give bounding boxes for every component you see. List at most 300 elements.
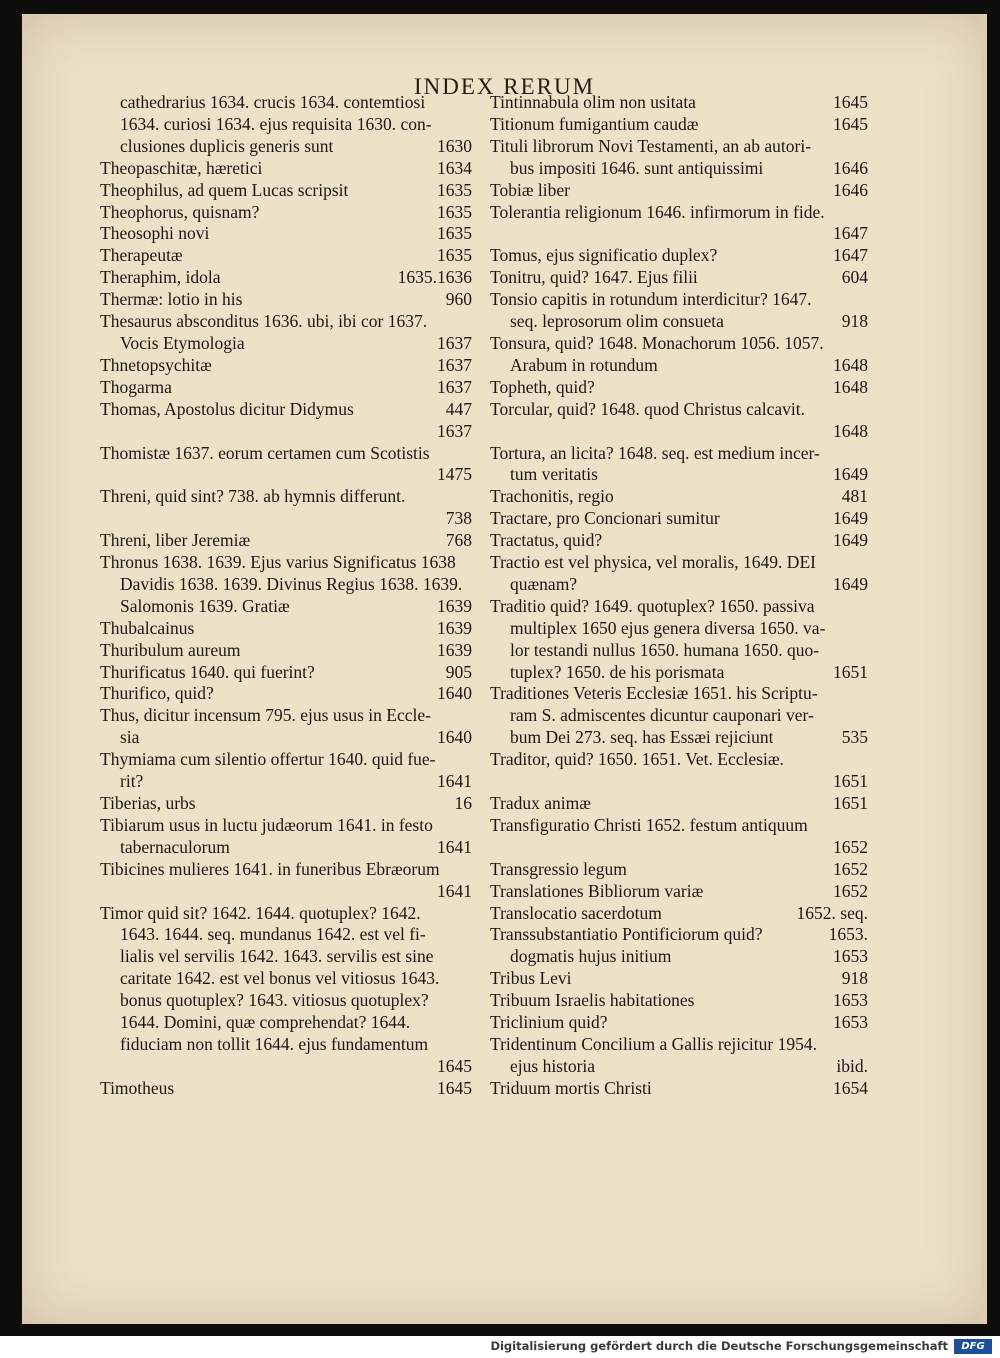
page-reference [464, 946, 472, 968]
index-entry [100, 443, 472, 487]
entry-text: multiplex 1650 ejus genera diversa 1650. va- [510, 617, 826, 638]
index-entry [490, 1034, 868, 1078]
page-reference [464, 990, 472, 1012]
page-reference [860, 815, 868, 837]
page-reference: 1649 [833, 464, 868, 485]
page-reference: 960 [445, 289, 472, 310]
entry-text: Thymiama cum silentio offertur 1640. quid fue- [100, 749, 436, 770]
page-reference: 1641 [437, 771, 472, 792]
index-entry [490, 92, 868, 114]
page-reference [464, 705, 472, 727]
entry-text: sia [120, 727, 140, 748]
index-entry [100, 399, 472, 443]
entry-line [100, 399, 472, 421]
entry-line [490, 618, 868, 640]
page-reference [464, 903, 472, 925]
page-reference: 1647 [833, 245, 868, 266]
entry-text: tuplex? 1650. de his porismata [510, 661, 725, 682]
entry-line [490, 202, 868, 224]
index-entry [100, 903, 472, 1078]
entry-line [100, 289, 472, 311]
entry-text: Traditiones Veteris Ecclesiæ 1651. his Scriptu- [490, 683, 818, 704]
page-reference [464, 574, 472, 596]
entry-line [490, 859, 868, 881]
page-edge [981, 14, 987, 1324]
entry-line [490, 640, 868, 662]
entry-line [490, 903, 868, 925]
entry-line [490, 486, 868, 508]
page-reference [464, 486, 472, 508]
page-reference: 1641 [437, 880, 472, 901]
entry-line [490, 683, 868, 705]
entry-line [100, 771, 472, 793]
entry-line [100, 1056, 472, 1078]
page-reference [860, 640, 868, 662]
entry-text: Torcular, quid? 1648. quod Christus calcavit. [490, 398, 805, 419]
page-reference: 1640 [437, 727, 472, 748]
entry-text: rit? [120, 771, 144, 792]
entry-text: Thronus 1638. 1639. Ejus varius Significatus 1638 [100, 552, 456, 573]
entry-line [490, 705, 868, 727]
entry-line [490, 180, 868, 202]
entry-line [100, 749, 472, 771]
page-reference [860, 333, 868, 355]
entry-line [490, 574, 868, 596]
page-reference [860, 552, 868, 574]
index-entry [100, 815, 472, 859]
entry-text: cathedrarius 1634. crucis 1634. contemtiosi [120, 92, 426, 112]
entry-line [100, 377, 472, 399]
entry-text: tum veritatis [510, 464, 598, 485]
page-reference: 738 [445, 508, 472, 529]
entry-text: Thnetopsychitæ [100, 354, 212, 375]
entry-line [490, 399, 868, 421]
entry-text: lor testandi nullus 1650. humana 1650. quo- [510, 639, 820, 660]
entry-line [100, 552, 472, 574]
entry-line [100, 267, 472, 289]
entry-line [490, 464, 868, 486]
entry-line [490, 289, 868, 311]
page-reference: 1652 [833, 836, 868, 857]
entry-text: Tolerantia religionum 1646. infirmorum in fide. [490, 201, 825, 222]
entry-line [490, 771, 868, 793]
page-reference [464, 924, 472, 946]
page-reference: 1648 [833, 376, 868, 397]
entry-text: ram S. admiscentes dicuntur cauponari ver- [510, 705, 814, 726]
entry-text: Salomonis 1639. Gratiæ [120, 595, 290, 616]
index-entry [490, 815, 868, 859]
page-reference: 1637 [437, 332, 472, 353]
entry-line [490, 377, 868, 399]
entry-line [490, 223, 868, 245]
entry-text: clusiones duplicis generis sunt [120, 135, 334, 156]
entry-text: Tibicines mulieres 1641. in funeribus Ebræorum [100, 858, 440, 879]
entry-text: Triduum mortis Christi [490, 1077, 652, 1098]
index-entry [490, 202, 868, 246]
entry-line [490, 443, 868, 465]
entry-text: Thuribulum aureum [100, 639, 241, 660]
page-reference [464, 859, 472, 881]
entry-text: Timotheus [100, 1077, 175, 1098]
page-reference: 1637 [437, 376, 472, 397]
entry-line [100, 837, 472, 859]
page-reference [464, 552, 472, 574]
index-entry [100, 267, 472, 289]
index-entry [490, 749, 868, 793]
entry-line [100, 640, 472, 662]
entry-text: Transgressio legum [490, 858, 627, 879]
page-reference [860, 705, 868, 727]
entry-line [100, 618, 472, 640]
entry-line [490, 924, 868, 946]
page-reference [464, 92, 472, 114]
entry-text: Tibiarum usus in luctu judæorum 1641. in festo [100, 814, 433, 835]
entry-text: Theraphim, idola [100, 267, 221, 288]
entry-line [100, 924, 472, 946]
page-reference [860, 399, 868, 421]
entry-text: Vocis Etymologia [120, 332, 245, 353]
entry-line [490, 421, 868, 443]
page-reference [860, 202, 868, 224]
index-entry [100, 377, 472, 399]
page-reference: 1646 [833, 157, 868, 178]
entry-text: Translationes Bibliorum variæ [490, 880, 704, 901]
entry-text: dogmatis hujus initium [510, 946, 672, 967]
entry-text: bus impositi 1646. sunt antiquissimi [510, 157, 764, 178]
entry-line [490, 245, 868, 267]
entry-text: Translocatio sacerdotum [490, 902, 662, 923]
entry-text: Transfiguratio Christi 1652. festum antiquum [490, 814, 808, 835]
entry-line [490, 1034, 868, 1056]
page-reference: 1653 [833, 946, 868, 967]
index-entry [490, 924, 868, 968]
index-entry [100, 859, 472, 903]
index-entry [100, 662, 472, 684]
entry-text: Tradux animæ [490, 793, 591, 813]
entry-line [490, 92, 868, 114]
entry-line [100, 311, 472, 333]
index-entry [490, 486, 868, 508]
entry-line [100, 946, 472, 968]
entry-text: Topheth, quid? [490, 376, 595, 397]
entry-text: Triclinium quid? [490, 1012, 608, 1033]
index-entry [100, 552, 472, 618]
page-reference: 1649 [833, 530, 868, 551]
page-reference [464, 443, 472, 465]
page-reference: 1653 [833, 1012, 868, 1033]
page-reference: 1653 [833, 990, 868, 1011]
page-reference: 604 [841, 267, 868, 288]
running-header: INDEX RERUM [413, 74, 596, 99]
entry-text: Theophorus, quisnam? [100, 201, 260, 222]
entry-text: Tiberias, urbs [100, 793, 196, 813]
entry-line [100, 333, 472, 355]
index-entry [490, 377, 868, 399]
index-entry [100, 355, 472, 377]
entry-line [100, 793, 472, 815]
page-reference [860, 289, 868, 311]
page-reference: 1648 [833, 420, 868, 441]
page-reference [464, 749, 472, 771]
entry-text: Thomas, Apostolus dicitur Didymus [100, 398, 354, 419]
index-entry [490, 793, 868, 815]
entry-line [490, 946, 868, 968]
entry-text: Traditio quid? 1649. quotuplex? 1650. passiva [490, 595, 815, 616]
entry-text: 1634. curiosi 1634. ejus requisita 1630. con- [120, 113, 432, 134]
entry-text: Thurifico, quid? [100, 683, 214, 704]
page-reference: 1651 [833, 661, 868, 682]
entry-text: Trachonitis, regio [490, 486, 614, 507]
index-entry [100, 245, 472, 267]
entry-line [490, 1012, 868, 1034]
entry-line [100, 443, 472, 465]
index-entry [490, 508, 868, 530]
entry-text: Transsubstantiatio Pontificiorum quid? [490, 924, 763, 945]
entry-text: Tobiæ liber [490, 179, 570, 200]
entry-text: ejus historia [510, 1055, 596, 1076]
page-reference: 1645 [833, 113, 868, 134]
index-entry [490, 552, 868, 596]
entry-line [100, 508, 472, 530]
entry-line [490, 530, 868, 552]
entry-line [490, 333, 868, 355]
page-reference: 1645 [833, 92, 868, 112]
index-entry [100, 486, 472, 530]
page-reference: 1635 [437, 245, 472, 266]
index-column-right [490, 92, 868, 1100]
funding-credit: Digitalisierung gefördert durch die Deutsche Forschungsgemeinschaft [490, 1339, 948, 1353]
page-reference: 447 [445, 398, 472, 419]
entry-line [100, 574, 472, 596]
entry-line [100, 727, 472, 749]
entry-line [100, 92, 472, 114]
entry-line [100, 245, 472, 267]
entry-line [100, 705, 472, 727]
entry-text: seq. leprosorum olim consueta [510, 311, 724, 332]
page-reference: 768 [445, 530, 472, 551]
page-reference: 1653. [828, 924, 868, 945]
page-reference: 1645 [437, 1077, 472, 1098]
entry-line [490, 837, 868, 859]
entry-line [490, 136, 868, 158]
page-reference: 1640 [437, 683, 472, 704]
page-reference: 1647 [833, 223, 868, 244]
entry-line [490, 749, 868, 771]
entry-line [100, 223, 472, 245]
entry-line [100, 881, 472, 903]
page-reference: 1634 [437, 157, 472, 178]
page-reference: 1648 [833, 354, 868, 375]
entry-line [100, 180, 472, 202]
page-reference: 918 [841, 968, 868, 989]
entry-line [100, 464, 472, 486]
page-reference: 1652 [833, 880, 868, 901]
entry-text: 1644. Domini, quæ comprehendat? 1644. [120, 1012, 411, 1033]
entry-text: Threni, liber Jeremiæ [100, 530, 251, 551]
entry-line [100, 815, 472, 837]
index-entry [100, 618, 472, 640]
index-entry [100, 311, 472, 355]
entry-text: bum Dei 273. seq. has Essæi rejiciunt [510, 727, 774, 748]
entry-line [490, 815, 868, 837]
page-reference: 1637 [437, 420, 472, 441]
index-entry [490, 881, 868, 903]
index-entry [490, 1078, 868, 1100]
entry-text: Tonsio capitis in rotundum interdicitur? 1647. [490, 289, 812, 310]
entry-line [100, 1034, 472, 1056]
index-entry [100, 289, 472, 311]
page-reference: 481 [841, 486, 868, 507]
entry-line [490, 793, 868, 815]
entry-line [490, 508, 868, 530]
entry-text: Arabum in rotundum [510, 354, 658, 375]
index-entry [490, 859, 868, 881]
page-reference: 1649 [833, 508, 868, 529]
page-reference [464, 114, 472, 136]
entry-text: lialis vel servilis 1642. 1643. servilis est sine [120, 946, 434, 967]
entry-text: Tonitru, quid? 1647. Ejus filii [490, 267, 698, 288]
index-entry [490, 683, 868, 749]
index-column-left [100, 92, 472, 1100]
entry-text: Timor quid sit? 1642. 1644. quotuplex? 1642. [100, 902, 421, 923]
entry-line [490, 355, 868, 377]
page-reference [860, 443, 868, 465]
entry-line [490, 552, 868, 574]
index-entry [100, 683, 472, 705]
digitization-footer [0, 1336, 1000, 1358]
entry-line [100, 355, 472, 377]
index-entry [100, 180, 472, 202]
entry-text: Tractio est vel physica, vel moralis, 1649. DEI [490, 552, 816, 573]
page-reference [464, 968, 472, 990]
page-reference: 1635 [437, 223, 472, 244]
index-entry [490, 968, 868, 990]
page-reference [860, 136, 868, 158]
page-reference [860, 749, 868, 771]
index-entry [490, 443, 868, 487]
index-entry [490, 990, 868, 1012]
index-entry [490, 245, 868, 267]
entry-line [100, 1078, 472, 1100]
page-reference: 1651 [833, 793, 868, 813]
entry-text: 1643. 1644. seq. mundanus 1642. est vel fi- [120, 924, 426, 945]
index-entry [100, 749, 472, 793]
entry-text: tabernaculorum [120, 836, 230, 857]
page-reference: 1646 [833, 179, 868, 200]
entry-line [490, 1056, 868, 1078]
entry-line [100, 158, 472, 180]
entry-line [100, 136, 472, 158]
index-entry [490, 180, 868, 202]
entry-text: Tractare, pro Concionari sumitur [490, 508, 720, 529]
index-entry [100, 158, 472, 180]
index-entry [100, 530, 472, 552]
page-reference: 1654 [833, 1077, 868, 1098]
index-entry [100, 223, 472, 245]
entry-text: bonus quotuplex? 1643. vitiosus quotuplex? [120, 990, 429, 1011]
entry-text: quænam? [510, 573, 578, 594]
page-reference: 1652 [833, 858, 868, 879]
page-reference: 1639 [437, 595, 472, 616]
entry-line [490, 881, 868, 903]
page-reference [860, 683, 868, 705]
page-reference: 16 [454, 793, 472, 813]
entry-text: Thermæ: lotio in his [100, 289, 243, 310]
entry-line [100, 903, 472, 925]
entry-line [490, 990, 868, 1012]
entry-line [490, 311, 868, 333]
entry-line [490, 968, 868, 990]
page-reference: 1645 [437, 1055, 472, 1076]
index-entry [100, 705, 472, 749]
entry-line [490, 727, 868, 749]
entry-text: Tractatus, quid? [490, 530, 603, 551]
entry-text: Traditor, quid? 1650. 1651. Vet. Ecclesiæ. [490, 749, 784, 770]
entry-line [100, 968, 472, 990]
index-entry [490, 114, 868, 136]
index-entry [490, 333, 868, 377]
page-reference [464, 311, 472, 333]
page-reference: 1637 [437, 354, 472, 375]
entry-text: Tituli librorum Novi Testamenti, an ab autori- [490, 135, 812, 156]
index-entry [490, 596, 868, 684]
index-entry [100, 202, 472, 224]
entry-text: Thomistæ 1637. eorum certamen cum Scotistis [100, 442, 430, 463]
entry-line [100, 596, 472, 618]
page-reference [860, 618, 868, 640]
entry-line [490, 114, 868, 136]
entry-line [100, 662, 472, 684]
page-reference: 1635 [437, 201, 472, 222]
entry-text: Thurificatus 1640. qui fuerint? [100, 661, 315, 682]
entry-line [490, 662, 868, 684]
entry-line [490, 158, 868, 180]
index-entry [490, 903, 868, 925]
entry-text: Tribus Levi [490, 968, 572, 989]
entry-line [490, 596, 868, 618]
entry-line [100, 990, 472, 1012]
page-reference [464, 815, 472, 837]
page-reference: 1635 [437, 179, 472, 200]
entry-text: Tintinnabula olim non usitata [490, 92, 696, 112]
entry-text: Threni, quid sint? 738. ab hymnis differunt. [100, 486, 406, 507]
entry-text: Tonsura, quid? 1648. Monachorum 1056. 1057. [490, 332, 824, 353]
index-entry [100, 640, 472, 662]
entry-text: Titionum fumigantium caudæ [490, 113, 699, 134]
entry-line [100, 114, 472, 136]
entry-text: Tridentinum Concilium a Gallis rejicitur 1954. [490, 1033, 817, 1054]
page-reference [464, 1012, 472, 1034]
entry-text: Therapeutæ [100, 245, 183, 266]
entry-text: Thogarma [100, 376, 172, 397]
entry-text: Theopaschitæ, hæretici [100, 157, 263, 178]
entry-line [100, 202, 472, 224]
index-entry [490, 267, 868, 289]
entry-text: Thus, dicitur incensum 795. ejus usus in Eccle- [100, 705, 431, 726]
index-entry [490, 399, 868, 443]
index-entry [100, 793, 472, 815]
index-entry [100, 92, 472, 158]
entry-line [100, 1012, 472, 1034]
entry-line [100, 421, 472, 443]
index-entry [490, 136, 868, 180]
page-reference: 1635.1636 [397, 267, 472, 288]
entry-line [490, 1078, 868, 1100]
entry-text: Tortura, an licita? 1648. seq. est medium incer- [490, 442, 820, 463]
entry-text: Theosophi novi [100, 223, 210, 244]
page-reference [464, 1034, 472, 1056]
entry-text: Tomus, ejus significatio duplex? [490, 245, 718, 266]
